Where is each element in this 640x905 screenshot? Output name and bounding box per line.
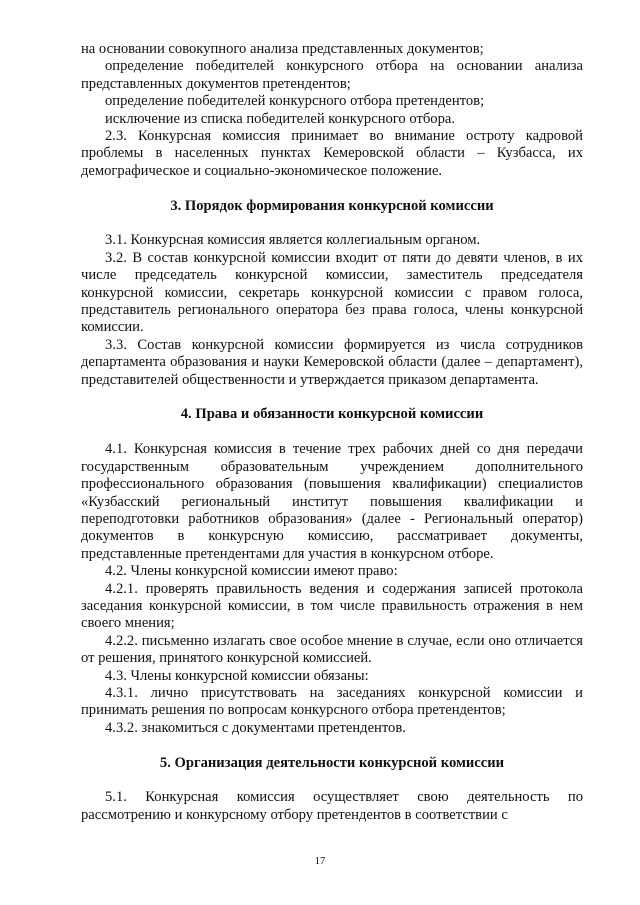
paragraph: 3.3. Состав конкурсной комиссии формируется из числа сотрудников департамента образования и науки Кемеровской области (далее – департамент), представителей общественности и утверждается приказом департамента. bbox=[81, 336, 583, 388]
paragraph: 4.3. Члены конкурсной комиссии обязаны: bbox=[105, 667, 369, 684]
spacer bbox=[81, 772, 583, 789]
page-number: 17 bbox=[314, 856, 326, 867]
paragraph: 4.1. Конкурсная комиссия в течение трех рабочих дней со дня передачи государственным образовательным учреждением дополнительного профессионального образования (повышения квалификации) специалистов «Кузбасский региональный институт повышения квалификации и переподготовки работников образования» (далее - Региональный оператор) документов в конкурсную комиссию, рассматривает документы, представленные претендентами для участия в конкурсном отборе. bbox=[81, 441, 583, 562]
paragraph: 3.2. В состав конкурсной комиссии входит от пяти до девяти членов, в их числе председатель конкурсной комиссии, заместитель председателя конкурсной комиссии, секретарь конкурсной комиссии с правом голоса, представитель регионального оператора без права голоса, члены конкурсной комиссии. bbox=[81, 249, 583, 336]
paragraph: 4.2.2. письменно излагать свое особое мнение в случае, если оно отличается от решения, принятого конкурсной комиссией. bbox=[81, 632, 583, 667]
paragraph: 4.2. Члены конкурсной комиссии имеют право: bbox=[105, 563, 398, 580]
paragraph: исключение из списка победителей конкурсного отбора. bbox=[105, 110, 456, 127]
section-3-heading: 3. Порядок формирования конкурсной комиссии bbox=[170, 197, 494, 214]
spacer bbox=[81, 389, 583, 406]
paragraph: определение победителей конкурсного отбора на основании анализа представленных документов претендентов; bbox=[81, 58, 583, 92]
paragraph: на основании совокупного анализа представленных документов; bbox=[81, 41, 484, 57]
paragraph: 2.3. Конкурсная комиссия принимает во внимание остроту кадровой проблемы в населенных пунктах Кемеровской области – Кузбасса, их демографическое и социально-экономическое положение. bbox=[81, 128, 583, 179]
spacer bbox=[81, 737, 583, 754]
spacer bbox=[81, 180, 583, 197]
spacer bbox=[81, 215, 583, 232]
section-4-heading: 4. Права и обязанности конкурсной комиссии bbox=[180, 406, 484, 423]
paragraph: 5.1. Конкурсная комиссия осуществляет свою деятельность по рассмотрению и конкурсному отбору претендентов в соответствии с bbox=[81, 789, 583, 823]
paragraph: 4.3.1. лично присутствовать на заседаниях конкурсной комиссии и принимать решения по вопросам конкурсного отбора претендентов; bbox=[81, 684, 583, 719]
paragraph: определение победителей конкурсного отбора претендентов; bbox=[105, 93, 485, 110]
paragraph: 3.1. Конкурсная комиссия является коллегиальным органом. bbox=[105, 232, 481, 249]
document-body bbox=[81, 41, 583, 824]
paragraph: 4.3.2. знакомиться с документами претендентов. bbox=[105, 719, 406, 736]
section-5-heading: 5. Организация деятельности конкурсной комиссии bbox=[159, 754, 505, 771]
spacer bbox=[81, 424, 583, 441]
paragraph: 4.2.1. проверять правильность ведения и содержания записей протокола заседания конкурсной комиссии, в том числе правильность отражения в нем своего мнения; bbox=[81, 580, 583, 632]
